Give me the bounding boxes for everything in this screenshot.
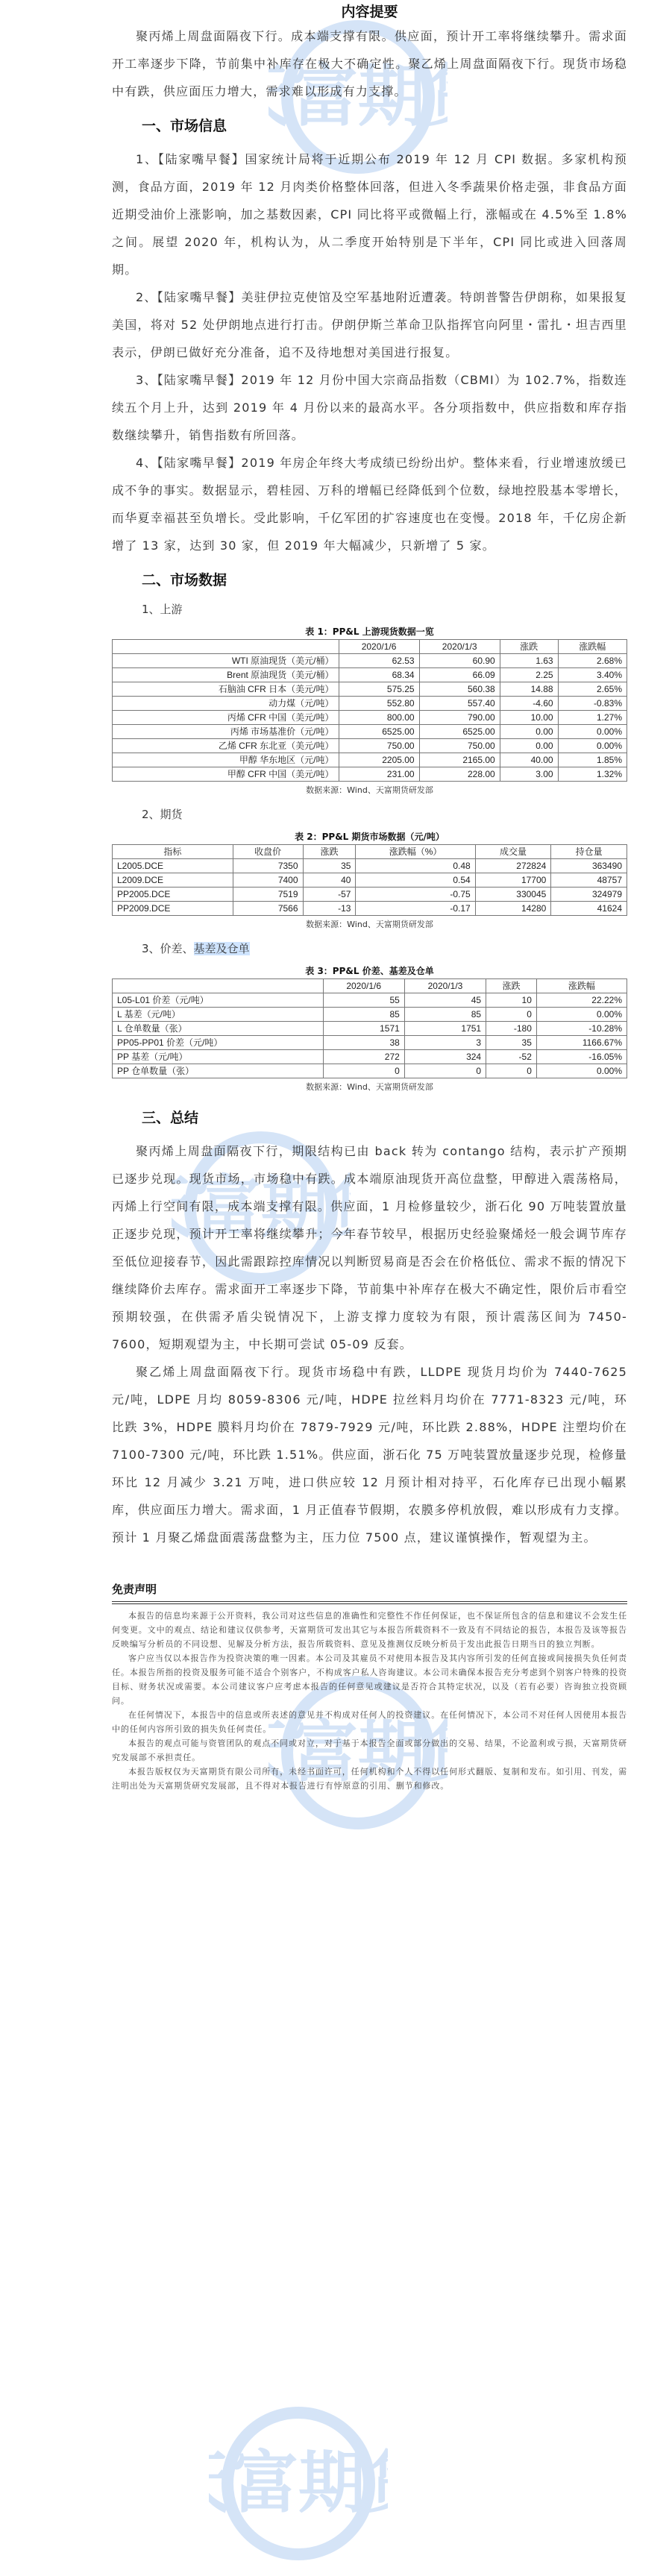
row-label-cell: PP 仓单数量（张） [113,1064,324,1078]
column-header: 2020/1/6 [339,640,419,654]
column-header: 涨跌 [303,845,356,859]
summary-paragraph: 聚丙烯上周盘面隔夜下行。成本端支撑有限。供应面，预计开工率将继续攀升。需求面开工率逐步下降，节前集中补库存在极大不确定性。聚乙烯上周盘面隔夜下行。现货市场稳中有跌，供应面压力增大，需求难以形成有力支撑。 [112,29,627,98]
table-cell: -16.05% [536,1050,627,1064]
table-row [113,753,627,767]
column-header: 成交量 [475,845,551,859]
table-cell: 2.68% [558,654,627,668]
table-cell: 48757 [551,873,627,888]
table-cell: 560.38 [419,682,500,697]
table-body [113,654,627,782]
subheading-futures: 2、期货 [142,808,183,821]
row-label-cell: L05-L01 价差（元/吨） [113,993,324,1008]
table-row [113,739,627,753]
table-cell: 40 [303,873,356,888]
table-cell: 1.27% [558,711,627,725]
column-header: 2020/1/3 [419,640,500,654]
table-cell: 0 [486,1008,537,1022]
table-cell: 45 [404,993,486,1008]
table-cell: 1751 [404,1022,486,1036]
table-cell: 6525.00 [419,725,500,739]
table-cell: -13 [303,902,356,916]
table-cell: 0.00 [500,725,558,739]
table-cell: 231.00 [339,767,419,782]
table-cell: 228.00 [419,767,500,782]
column-header: 涨跌幅 [558,640,627,654]
row-label-cell: L 基差（元/吨） [113,1008,324,1022]
row-label-cell: 丙烯 CFR 中国（美元/吨） [113,711,339,725]
table-cell: 68.34 [339,668,419,682]
table-cell: 0.00% [536,1064,627,1078]
table-cell: -0.83% [558,697,627,711]
table-cell: 3 [404,1036,486,1050]
table-cell: 2.65% [558,682,627,697]
subheading-upstream: 1、上游 [142,603,183,616]
table-cell: 2205.00 [339,753,419,767]
table-cell: 2.25 [500,668,558,682]
table-cell: 575.25 [339,682,419,697]
table-row [113,767,627,782]
conclusion-paragraph: 聚乙烯上周盘面隔夜下行。现货市场稳中有跌，LLDPE 现货月均价为 7440-7625 元/吨，LDPE 月均 8059-8306 元/吨，HDPE 拉丝料月均价在 7771-8323 元/吨，环比跌 3%，HDPE 膜料月均价在 7879-7929 元/吨，环比跌 2.88%，HDPE 注塑均价在 7100-7300 元/吨，环比跌 1.51%。供应面，浙石化 75 万吨装置放量逐步兑现，检修量环比 12 月减少 3.21 万吨，进口供应较 12 月预计相对持平，石化库存已出现小幅累库，供应面压力增大。需求面，1 月正值春节假期，农膜多停机放假，难以形成有力支撑。预计 1 月聚乙烯盘面震荡盘整为主，压力位 7500 点，建议谨慎操作，暂观望为主。 [112,1365,627,1545]
table-cell: 1.85% [558,753,627,767]
table-cell: -4.60 [500,697,558,711]
section-heading-market-data: 二、市场数据 [142,572,227,588]
table-body [113,993,627,1078]
column-header: 指标 [113,845,233,859]
basis-spread-table [112,978,627,1078]
subheading-basis [142,940,627,957]
table-cell: 14.88 [500,682,558,697]
row-label-cell: 丙烯 市场基准价（元/吨） [113,725,339,739]
table-cell: 324979 [551,888,627,902]
table-cell: -57 [303,888,356,902]
table-header-row [113,845,627,859]
table-cell: 85 [323,1008,404,1022]
row-label-cell: 甲醇 CFR 中国（美元/吨） [113,767,339,782]
table-cell: 3.40% [558,668,627,682]
table-cell: 60.90 [419,654,500,668]
disclaimer-paragraph: 本报告版权仅为天富期货有限公司所有，未经书面许可，任何机构和个人不得以任何形式翻版、复制和发布。如引用、刊发，需注明出处为天富期货研究发展部，且不得对本报告进行有悖原意的引用、删节和修改。 [112,1767,627,1791]
table-cell: 55 [323,993,404,1008]
table-cell: 0 [486,1064,537,1078]
table-cell: 62.53 [339,654,419,668]
table-cell: 0.48 [356,859,475,873]
conclusion-paragraph: 聚丙烯上周盘面隔夜下行，期限结构已由 back 转为 contango 结构，表示扩产预期已逐步兑现。现货市场，市场稳中有跌。成本端原油现货开高位盘整，甲醇进入震荡格局，丙烯上行空间有限，成本端支撑有限。供应面，1 月检修量较少，浙石化 90 万吨装置放量正逐步兑现，预计开工率将继续攀升；今年春节较早，根据历史经验聚烯烃一般会调节库存至低位迎接春节，因此需跟踪控库情况以判断贸易商是否会在价格低位、需求不振的情况下继续降价去库存。需求面开工率逐步下降，节前集中补库存在极大不确定性，限价后市看空预期较强，在供需矛盾尖锐情况下，上游支撑力度较为有限，预计震荡区间为 7450-7600，短期观望为主，中长期可尝试 05-09 反套。 [112,1144,627,1351]
table-cell: 272 [323,1050,404,1064]
column-header [113,979,324,993]
upstream-spot-table [112,639,627,782]
table-source: 数据来源：Wind、天富期货研发部 [306,785,433,795]
table-cell: 0.00% [558,739,627,753]
row-label-cell: 甲醇 华东地区（元/吨） [113,753,339,767]
table-cell: 1571 [323,1022,404,1036]
disclaimer-divider [112,1601,627,1604]
table-cell: 363490 [551,859,627,873]
table-cell: 22.22% [536,993,627,1008]
watermark-brand-text: 富期 [290,57,425,136]
table-cell: 0 [323,1064,404,1078]
column-header: 2020/1/3 [404,979,486,993]
disclaimer-paragraph: 在任何情况下，本报告中的信息或所表述的意见并不构成对任何人的投资建议。在任何情况下，本公司不对任何人因使用本报告中的任何内容所引致的损失负任何责任。 [112,1710,627,1734]
table-cell: 1.32% [558,767,627,782]
column-header [113,640,339,654]
table-cell: 552.80 [339,697,419,711]
row-label-cell: PP 基差（元/吨） [113,1050,324,1064]
table-row [113,902,627,916]
watermark-brand-text: 富期 [290,1713,425,1791]
table-cell: 41624 [551,902,627,916]
row-label-cell: L 仓单数量（张） [113,1022,324,1036]
table-row [113,888,627,902]
watermark-brand-text: 富期 [230,2444,365,2522]
table-row [113,873,627,888]
watermark-logo-icon [209,2394,388,2576]
row-label-cell: Brent 原油现货（美元/桶） [113,668,339,682]
table-title: 表 1：PP&L 上游现货数据一览 [305,626,434,637]
row-label-cell: WTI 原油现货（美元/桶） [113,654,339,668]
futures-market-table [112,844,627,916]
column-header: 涨跌幅 [536,979,627,993]
table-row [113,1036,627,1050]
table-source: 数据来源：Wind、天富期货研发部 [306,920,433,929]
table-cell: 1166.67% [536,1036,627,1050]
table-cell: 272824 [475,859,551,873]
table-cell: 6525.00 [339,725,419,739]
section-heading-market-info: 一、市场信息 [142,118,227,134]
column-header: 涨跌 [500,640,558,654]
watermark-brand-text: 富期 [193,1169,328,1247]
table-cell: 14280 [475,902,551,916]
disclaimer-paragraph: 本报告的信息均来源于公开资料，我公司对这些信息的准确性和完整性不作任何保证，也不保证所包含的信息和建议不会发生任何变更。文中的观点、结论和建议仅供参考，天富期货可发出其它与本报告所载资料不一致及有不同结论的报告，本报告及该等报告反映编写分析员的不同设想、见解及分析方法，报告所载资料、意见及推测仅反映分析员于发出此报告日期当日的独立判断。 [112,1611,627,1649]
row-label-cell: PP2005.DCE [113,888,233,902]
table-cell: 1.63 [500,654,558,668]
table-cell: 10.00 [500,711,558,725]
table-cell: -52 [486,1050,537,1064]
disclaimer-paragraph: 本报告的观点可能与资管团队的观点不同或对立，对于基于本报告全面或部分做出的交易、结果，不论盈利或亏损，天富期货研究发展部不承担责任。 [112,1738,627,1762]
table-cell: 40.00 [500,753,558,767]
table-cell: -0.75 [356,888,475,902]
table-cell: 35 [303,859,356,873]
row-label-cell: PP05-PP01 价差（元/吨） [113,1036,324,1050]
table-cell: 7566 [233,902,303,916]
table-row [113,725,627,739]
news-paragraph: 4、【陆家嘴早餐】2019 年房企年终大考成绩已纷纷出炉。整体来看，行业增速放缓已成不争的事实。数据显示，碧桂园、万科的增幅已经降低到个位数，绿地控股基本零增长，而华夏幸福甚至负增长。受此影响，千亿军团的扩容速度也在变慢。2018 年，千亿房企新增了 13 家，达到 30 家，但 2019 年大幅减少，只新增了 5 家。 [112,456,627,553]
table-header-row [113,979,627,993]
table-cell: -0.17 [356,902,475,916]
table-cell: 2165.00 [419,753,500,767]
table-cell: 7519 [233,888,303,902]
summary-title: 内容提要 [341,4,398,20]
row-label-cell: L2005.DCE [113,859,233,873]
table-cell: 3.00 [500,767,558,782]
news-paragraph: 3、【陆家嘴早餐】2019 年 12 月份中国大宗商品指数（CBMI）为 102.7%，指数连续五个月上升，达到 2019 年 4 月份以来的最高水平。各分项指数中，供应指数和库存指数继续攀升，销售指数有所回落。 [112,373,627,442]
table-cell: -10.28% [536,1022,627,1036]
table-cell: 0.00 [500,739,558,753]
disclaimer-paragraph: 客户应当仅以本报告作为投资决策的唯一因素。本公司及其雇员不对使用本报告及其内容所引发的任何直接或间接损失负任何责任。本报告所指的投资及服务可能不适合个别客户，不构成客户私人咨询建议。本公司未确保本报告充分考虑到个别客户特殊的投资目标、财务状况或需要。本公司建议客户应考虑本报告的任何意见或建议是否符合其特定状况，以及（若有必要）咨询独立投资顾问。 [112,1653,627,1706]
table-cell: 330045 [475,888,551,902]
disclaimer-title: 免责声明 [112,1583,157,1596]
table-row [113,993,627,1008]
table-cell: 750.00 [419,739,500,753]
subheading-basis-highlight: 基差及仓单 [193,942,250,955]
table-row [113,697,627,711]
table-cell: 17700 [475,873,551,888]
table-cell: 800.00 [339,711,419,725]
row-label-cell: PP2009.DCE [113,902,233,916]
table-cell: 324 [404,1050,486,1064]
table-cell: -180 [486,1022,537,1036]
row-label-cell: 石脑油 CFR 日本（美元/吨） [113,682,339,697]
row-label-cell: L2009.DCE [113,873,233,888]
subheading-basis-prefix: 3、价差、 [142,942,194,955]
table-cell: 557.40 [419,697,500,711]
table-cell: 750.00 [339,739,419,753]
table-source: 数据来源：Wind、天富期货研发部 [306,1082,433,1092]
table-row [113,859,627,873]
table-row [113,654,627,668]
section-heading-conclusion: 三、总结 [142,1110,199,1126]
table-cell: 35 [486,1036,537,1050]
table-row [113,668,627,682]
column-header: 涨跌 [486,979,537,993]
table-cell: 0.54 [356,873,475,888]
column-header: 持仓量 [551,845,627,859]
table-title: 表 2：PP&L 期货市场数据（元/吨） [295,832,445,842]
table-cell: 7400 [233,873,303,888]
table-cell: 66.09 [419,668,500,682]
table-row [113,682,627,697]
table-body [113,859,627,916]
column-header: 涨跌幅（%） [356,845,475,859]
table-header-row [113,640,627,654]
row-label-cell: 乙烯 CFR 东北亚（美元/吨） [113,739,339,753]
table-cell: 85 [404,1008,486,1022]
table-row [113,711,627,725]
table-cell: 0 [404,1064,486,1078]
table-cell: 38 [323,1036,404,1050]
table-cell: 7350 [233,859,303,873]
news-paragraph: 2、【陆家嘴早餐】美驻伊拉克使馆及空军基地附近遭袭。特朗普警告伊朗称，如果报复美国，将对 52 处伊朗地点进行打击。伊朗伊斯兰革命卫队指挥官向阿里・雷扎・坦吉西里表示，伊朗已做好充分准备，追不及待地想对美国进行报复。 [112,290,627,359]
row-label-cell: 动力煤（元/吨） [113,697,339,711]
table-cell: 0.00% [558,725,627,739]
report-content [112,0,627,1793]
table-title: 表 3：PP&L 价差、基差及仓单 [305,966,434,976]
column-header: 收盘价 [233,845,303,859]
table-row [113,1008,627,1022]
table-row [113,1064,627,1078]
table-cell: 790.00 [419,711,500,725]
table-row [113,1022,627,1036]
column-header: 2020/1/6 [323,979,404,993]
table-row [113,1050,627,1064]
news-paragraph: 1、【陆家嘴早餐】国家统计局将于近期公布 2019 年 12 月 CPI 数据。多家机构预测，食品方面，2019 年 12 月肉类价格整体回落，但进入冬季蔬果价格走强，非食品方面近期受油价上涨影响，加之基数因素，CPI 同比将平或微幅上行，涨幅或在 4.5%至 1.8%之间。展望 2020 年，机构认为，从二季度开始特别是下半年，CPI 同比或进入回落周期。 [112,152,627,277]
table-cell: 10 [486,993,537,1008]
table-cell: 0.00% [536,1008,627,1022]
